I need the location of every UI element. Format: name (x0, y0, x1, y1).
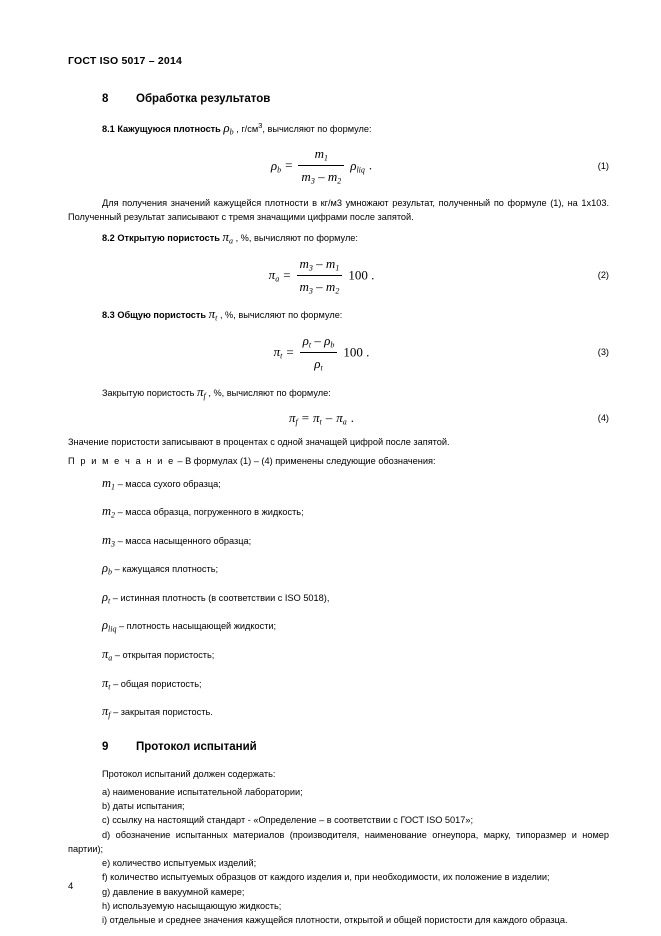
formula-3-tag: (3) (597, 347, 609, 358)
notation-text: – плотность насыщающей жидкости; (119, 621, 277, 632)
list-item: e) количество испытуемых изделий; (102, 858, 257, 869)
clause-8-1 (68, 119, 609, 138)
notation-symbol: $m_1$ (102, 475, 116, 492)
section-heading-8 (68, 93, 609, 105)
formula-3-denominator: $\rho_t$ (314, 355, 323, 373)
symbol-pi-f: $\pi_f$ (197, 384, 206, 401)
formula-2-denominator: $m_3 - m_2$ (299, 278, 340, 296)
document-header: ГОСТ ISO 5017 – 2014 (68, 55, 183, 67)
symbol-rho-b: $\rho_b$ (223, 120, 234, 137)
protocol-list (68, 785, 609, 928)
formula-3 (68, 331, 575, 375)
protocol-intro: Протокол испытаний должен содержать: (102, 768, 276, 779)
notation-row (102, 702, 609, 722)
notation-row (102, 474, 609, 494)
notation-row (102, 645, 609, 665)
notation-symbol: $m_3$ (102, 532, 116, 549)
notation-symbol: $\pi_a$ (102, 647, 113, 663)
note-line (68, 454, 609, 468)
note-label: П р и м е ч а н и е (68, 455, 175, 466)
list-item: h) используемую насыщающую жидкость; (102, 900, 282, 911)
clause-8-3-label: 8.3 Общую пористость (102, 310, 207, 321)
list-item: f) количество испытуемых образцов от каждого изделия и, при необходимости, их положение в изделии; (102, 872, 550, 883)
closed-porosity-post: , %, вычисляют по формуле: (208, 388, 331, 399)
list-item: i) отдельные и среднее значения кажущейся плотности, открытой и общей пористости для каждого образца. (102, 915, 568, 926)
formula-2-fraction (297, 254, 343, 298)
list-item: b) даты испытания; (102, 801, 185, 812)
notation-symbol: $\rho_b$ (102, 561, 112, 577)
formula-3-pi-t: $\pi_t$ (273, 344, 283, 361)
notation-text: – общая пористость; (113, 678, 202, 689)
notation-row (102, 588, 609, 608)
notation-symbol: $\pi_f$ (102, 704, 111, 720)
clause-8-2-tail: , %, вычисляют по формуле: (235, 233, 358, 244)
list-item: d) обозначение испытанных материалов (производителя, наименование огнеупора, марку, типоразмер и номер партии); (68, 829, 609, 854)
notation-symbol: $\rho_t$ (102, 589, 111, 606)
formula-4 (68, 409, 575, 427)
formula-2-tag: (2) (597, 270, 609, 281)
notation-list (68, 474, 609, 722)
formula-2-pi-a: $\pi_a$ (268, 267, 280, 284)
closed-porosity-pre: Закрытую пористость (102, 388, 195, 399)
notation-text: – масса образца, погруженного в жидкость; (117, 507, 304, 518)
clause-8-1-units: , г/см (236, 124, 259, 134)
formula-3-factor: 100 . (343, 344, 370, 360)
formula-3-fraction (300, 331, 338, 375)
formula-1-period: . (368, 157, 373, 173)
formula-4-pi-f: $\pi_f$ (288, 410, 298, 427)
formula-4-equals: = (301, 410, 310, 426)
clause-8-3-tail: , %, вычисляют по формуле: (219, 310, 343, 321)
formula-1-denominator: $m_3 - m_2$ (301, 169, 342, 186)
list-item: c) ссылку на настоящий стандарт - «Определение – в соответствии с ГОСТ ISO 5017»; (102, 815, 474, 826)
section-heading-9 (68, 741, 609, 753)
formula-4-tag: (4) (597, 413, 609, 424)
formula-1-tag: (1) (597, 161, 609, 172)
clause-8-2-label: 8.2 Открытую пористость (102, 233, 220, 244)
notation-text: – закрытая пористость. (113, 707, 213, 718)
list-item: g) давление в вакуумной камере; (102, 886, 245, 897)
notation-text: – открытая пористость; (114, 650, 215, 661)
formula-1 (68, 144, 575, 188)
notation-symbol: $\pi_t$ (102, 675, 111, 692)
formula-4-row (68, 409, 609, 427)
notation-row (102, 502, 609, 522)
formula-4-pi-a: $\pi_a$ (336, 410, 347, 427)
list-item: a) наименование испытательной лаборатории; (102, 786, 303, 797)
paragraph-after-formula-4: Значение пористости записывают в процентах с одной значащей цифрой после запятой. (68, 437, 450, 448)
notation-text: – масса сухого образца; (117, 478, 221, 489)
formula-1-fraction (298, 144, 344, 188)
formula-4-pi-t: $\pi_t$ (313, 410, 322, 427)
notation-text: – масса насыщенного образца; (117, 535, 252, 546)
section-number-8: 8 (102, 93, 109, 105)
paragraph-after-formula-1: Для получения значений кажущейся плотности в кг/м3 умножают результат, полученный по формуле (1), на 1х103. Полученный результат записывают с тремя значащими цифрами после запятой. (68, 197, 609, 223)
notation-text: – истинная плотность (в соответствии с ISO 5018), (112, 592, 330, 603)
section-title-8: Обработка результатов (136, 93, 271, 105)
formula-1-rho-b: $\rho_b$ (270, 157, 282, 175)
notation-row (102, 559, 609, 579)
formula-2-numerator: $m_3 - m_1$ (297, 254, 343, 276)
notation-row (102, 674, 609, 694)
page-number: 4 (68, 881, 74, 892)
formula-2 (68, 254, 575, 298)
notation-symbol: $\rho_{liq}$ (102, 618, 117, 635)
clause-8-2 (68, 228, 609, 247)
symbol-pi-a: $\pi_a$ (222, 229, 233, 246)
notation-symbol: $m_2$ (102, 504, 116, 520)
section-number-9: 9 (102, 740, 109, 753)
notation-row (102, 531, 609, 551)
clause-8-1-label: 8.1 Кажущуюся плотность (102, 124, 221, 134)
formula-4-minus: – (325, 410, 333, 426)
formula-2-equals: = (283, 267, 291, 283)
section-title-9: Протокол испытаний (136, 740, 257, 753)
clause-8-3 (68, 305, 609, 324)
formula-1-row (68, 144, 609, 188)
clause-8-1-exponent: 3 (258, 120, 263, 130)
formula-1-equals: = (285, 157, 293, 173)
formula-3-equals: = (286, 344, 294, 360)
symbol-pi-t: $\pi_t$ (208, 306, 218, 323)
formula-2-row (68, 254, 609, 298)
formula-2-factor: 100 . (348, 267, 375, 283)
notation-text: – кажущаяся плотность; (114, 564, 219, 575)
paragraph-closed-porosity (68, 382, 609, 403)
formula-1-numerator: $m_1$ (298, 144, 344, 166)
formula-4-period: . (350, 410, 355, 426)
note-text: – В формулах (1) – (4) применены следующие обозначения: (177, 455, 436, 466)
formula-3-row (68, 331, 609, 375)
formula-3-numerator: $\rho_t - \rho_b$ (300, 331, 338, 353)
clause-8-1-tail: , вычисляют по формуле: (262, 124, 372, 134)
notation-row (102, 616, 609, 636)
formula-1-rho-liq: $\rho_{liq}$ (350, 157, 365, 175)
